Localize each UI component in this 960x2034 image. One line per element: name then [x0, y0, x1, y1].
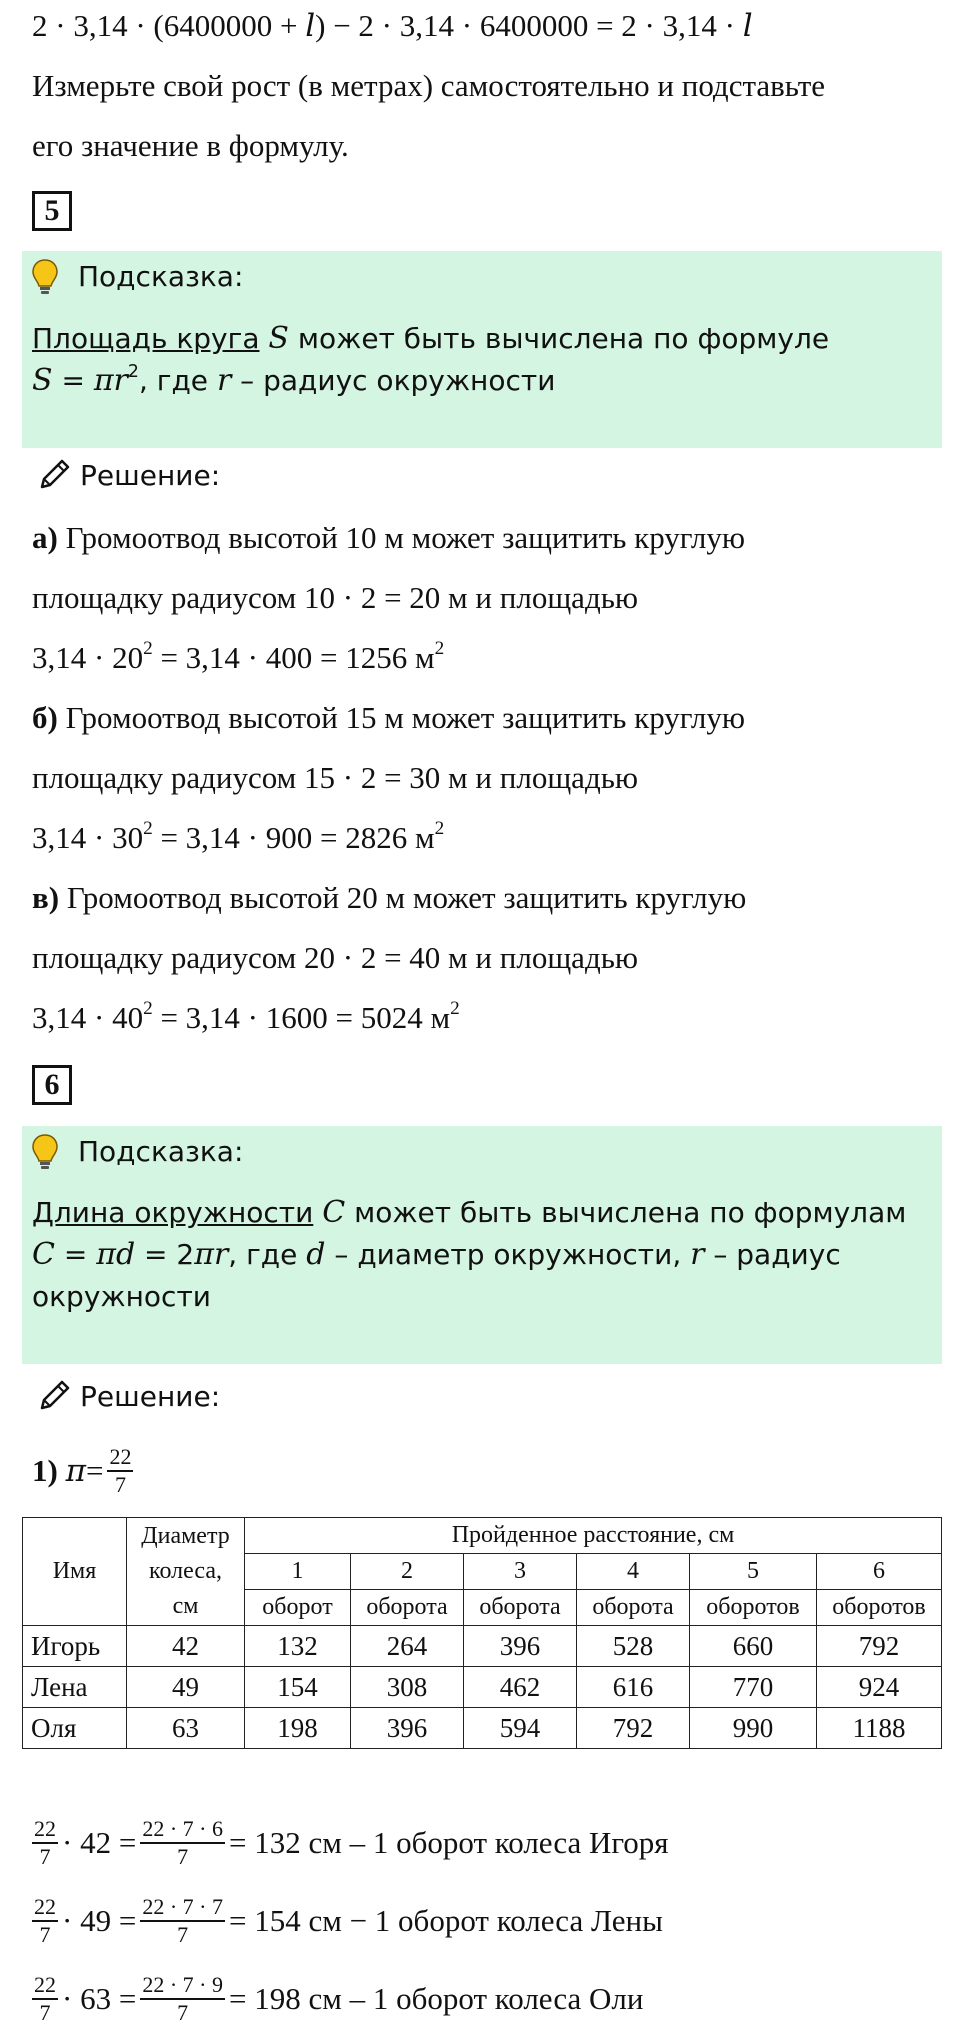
lightbulb-icon: [30, 257, 60, 297]
solution-5a-calc: $3,14 \cdot 20^2 = 3,14 \cdot 400 = 1256$ $м^2$: [32, 637, 445, 675]
table-col-1-num: 1: [245, 1554, 351, 1590]
table-cell: 132: [245, 1626, 351, 1667]
solution-5c-line1: в) Громоотвод высотой 20 м может защитить круглую: [32, 880, 747, 915]
pencil-icon: [34, 1376, 74, 1416]
fraction-22-7: $\frac{22}{7}$: [34, 1816, 56, 1869]
calc-line-igor: $\frac{22}{7}$ · 42 = $\frac{22 \cdot 7 \cdot 6}{7}$ = 132 см – 1 оборот колеса Игоря: [34, 1816, 669, 1869]
table-col-1-word: оборот: [245, 1590, 351, 1626]
hint-text-5-line1: Площадь круга S может быть вычислена по формуле: [32, 321, 830, 356]
table-col-5-num: 5: [690, 1554, 817, 1590]
table-col-6-word: оборотов: [817, 1590, 942, 1626]
table-col-3-num: 3: [464, 1554, 577, 1590]
hint-box-5: [22, 251, 942, 448]
table-cell: 264: [351, 1626, 464, 1667]
table-cell: 616: [577, 1667, 690, 1708]
table-col-5-word: оборотов: [690, 1590, 817, 1626]
solution-5a-line2: площадку радиусом 10 · 2 = 20 м и площадью: [32, 580, 639, 615]
intro-text-2: его значение в формулу.: [32, 128, 349, 163]
solution-5a-line1: а) Громоотвод высотой 10 м может защитить круглую: [32, 520, 746, 555]
table-col-2-word: оборота: [351, 1590, 464, 1626]
table-col-2-num: 2: [351, 1554, 464, 1590]
pencil-icon: [34, 455, 74, 495]
fraction-22-7: $\frac{22}{7}$: [34, 1972, 56, 2025]
table-cell: 528: [577, 1626, 690, 1667]
table-cell: 198: [245, 1708, 351, 1749]
hint-title-6: Подсказка:: [78, 1135, 244, 1168]
solution-title-5: Решение:: [80, 459, 221, 492]
table-cell: 396: [464, 1626, 577, 1667]
intro-text-1: Измерьте свой рост (в метрах) самостоятельно и подставьте: [32, 68, 826, 103]
table-header-distance: Пройденное расстояние, см: [245, 1518, 942, 1554]
table-header-name: Имя: [23, 1518, 127, 1626]
hint-title-5: Подсказка:: [78, 260, 244, 293]
table-cell: 462: [464, 1667, 577, 1708]
solution-5b-line2: площадку радиусом 15 · 2 = 30 м и площадью: [32, 760, 639, 795]
intro-formula: 2 · 3,14 · (6400000 + l) − 2 · 3,14 · 6400000 = 2 · 3,14 · l: [32, 8, 753, 44]
table-cell: 792: [577, 1708, 690, 1749]
table-cell: 154: [245, 1667, 351, 1708]
table-row: [23, 1667, 942, 1708]
table-cell-name: Лена: [23, 1667, 127, 1708]
table-cell: 660: [690, 1626, 817, 1667]
step-1-pi: 1) π = $\frac{22}{7}$: [32, 1444, 132, 1497]
solution-5b-line1: б) Громоотвод высотой 15 м может защитить круглую: [32, 700, 746, 735]
table-col-4-word: оборота: [577, 1590, 690, 1626]
lightbulb-icon: [30, 1132, 60, 1172]
table-cell-name: Игорь: [23, 1626, 127, 1667]
table-row: [23, 1708, 942, 1749]
rotation-table: [22, 1517, 942, 1749]
table-cell-name: Оля: [23, 1708, 127, 1749]
table-cell: 990: [690, 1708, 817, 1749]
fraction-calc: $\frac{22 \cdot 7 \cdot 6}{7}$: [142, 1816, 223, 1869]
table-cell: 396: [351, 1708, 464, 1749]
hint-box-6: [22, 1126, 942, 1364]
hint-text-5-line2: $S = \pi r^2$, где r – радиус окружности: [32, 362, 556, 398]
table-cell: 308: [351, 1667, 464, 1708]
calc-line-olya: $\frac{22}{7}$ · 63 = $\frac{22 \cdot 7 \cdot 9}{7}$ = 198 см – 1 оборот колеса Оли: [34, 1972, 644, 2025]
table-col-3-word: оборота: [464, 1590, 577, 1626]
hint-text-6-line2: C = πd = 2πr, где d – диаметр окружности, r – радиус: [32, 1237, 841, 1272]
solution-5c-line2: площадку радиусом 20 · 2 = 40 м и площадью: [32, 940, 639, 975]
table-header-diameter: Диаметр колеса, см: [127, 1518, 245, 1626]
hint-text-6-line3: окружности: [32, 1280, 211, 1313]
hint-text-6-line1: Длина окружности C может быть вычислена по формулам: [32, 1195, 907, 1230]
solution-5b-calc: $3,14 \cdot 30^2 = 3,14 \cdot 900 = 2826$ $м^2$: [32, 817, 445, 855]
task-number-6: 6: [32, 1065, 72, 1105]
table-cell: 792: [817, 1626, 942, 1667]
fraction-22-7: $\frac{22}{7}$: [109, 1444, 132, 1497]
table-col-6-num: 6: [817, 1554, 942, 1590]
table-cell-diameter: 63: [127, 1708, 245, 1749]
table-cell-diameter: 42: [127, 1626, 245, 1667]
table-cell: 770: [690, 1667, 817, 1708]
fraction-calc: $\frac{22 \cdot 7 \cdot 7}{7}$: [142, 1894, 223, 1947]
fraction-calc: $\frac{22 \cdot 7 \cdot 9}{7}$: [142, 1972, 223, 2025]
solution-title-6: Решение:: [80, 1380, 221, 1413]
table-row: [23, 1626, 942, 1667]
table-cell-diameter: 49: [127, 1667, 245, 1708]
table-cell: 924: [817, 1667, 942, 1708]
task-number-5: 5: [32, 191, 72, 231]
calc-line-lena: $\frac{22}{7}$ · 49 = $\frac{22 \cdot 7 \cdot 7}{7}$ = 154 см − 1 оборот колеса Лены: [34, 1894, 663, 1947]
table-cell: 1188: [817, 1708, 942, 1749]
fraction-22-7: $\frac{22}{7}$: [34, 1894, 56, 1947]
solution-5c-calc: $3,14 \cdot 40^2 = 3,14 \cdot 1600 = 5024$ $м^2$: [32, 997, 460, 1035]
table-col-4-num: 4: [577, 1554, 690, 1590]
table-cell: 594: [464, 1708, 577, 1749]
